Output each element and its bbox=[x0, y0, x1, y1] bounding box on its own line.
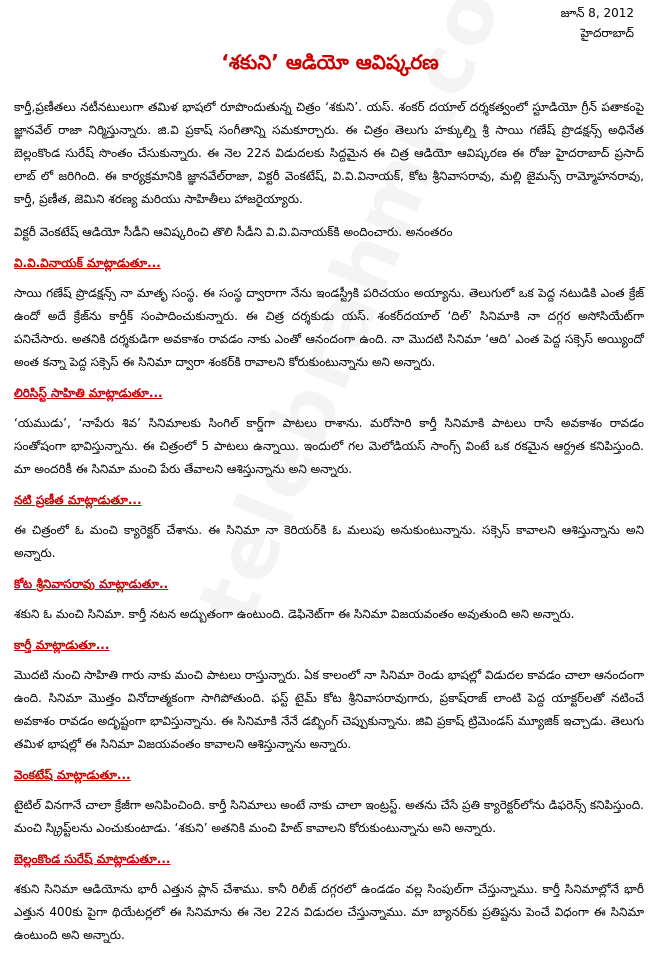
article-date: జూన్ 8, 2012 bbox=[560, 6, 634, 20]
section-text-vinayak: సాయి గణేష్ ప్రొడక్షన్స్ నా మాతృ సంస్థ. ఈ సంస్థ ద్వారాగా నేను ఇండస్ట్రీకి పరిచయం అయ్యాను. తెలుగులో ఒక పెద్ద నటుడికి ఎంత క్రేజ్ ఉందో అదే క్రేజ్‌ను కార్తీక్ సంపాదించుకున్నారు. ఈ చిత్ర దర్శకుడు యస్. శంకర్‌దయాల్ ‘దిల్’ సినిమాకి నా దగ్గర అసోసియేట్‌గా పనిచేసారు. అతనికి దర్శకుడిగా అవకాశం రావడం నాకు ఎంతో ఆనందంగా ఉంది. నా మొదటి సినిమా ‘ఆది’ ఎంత పెద్ద సక్సెస్ అయ్యిందో అంత కన్నా పెద్ద సక్సెస్ ఈ సినిమా ద్వారా శంకర్‌కి రావాలని కోరుకుంటున్నాను అని అన్నారు. bbox=[14, 286, 644, 369]
section-text-sahithi: ‘యముడు’, ‘నాపేరు శివ’ సినిమాలకు సింగిల్ కార్డ్‌గా పాటలు రాశాను. మరోసారి కార్తీ సినిమాకి పాటలు రాసే అవకాశం రావడం సంతోషంగా భావిస్తున్నాను. ఈ చిత్రంలో 5 పాటలు ఉన్నాయి. ఇందులో గల మెలోడియస్ సాంగ్స్ వింటే ఒక రకమైన ఆర్ద్రత కనిపిస్తుంది. మా అందరికీ ఈ సినిమా మంచి పేరు తేవాలని ఆశిస్తున్నాను అని అన్నారు. bbox=[14, 416, 644, 476]
section-text-venkatesh: టైటిల్ వినగానే చాలా క్రేజీగా అనిపించింది. కార్తీ సినిమాలు అంటే నాకు చాలా ఇంట్రస్ట్. అతను చేసే ప్రతి క్యారెక్టర్‌లోను డిఫరెన్స్ కనిపిస్తుంది. మంచి స్క్రిప్ట్‌లను ఎంచుకుంటాడు. ‘శకుని’ అతనికి మంచి హిట్ కావాలని కోరుకుంటున్నాను అని అన్నారు. bbox=[14, 798, 644, 835]
section-text-karthi: మొదటి నుంచి సాహితి గారు నాకు మంచి పాటలు రాస్తున్నారు. ఏక కాలంలో నా సినిమా రెండు భాషల్లో విడుదల కావడం చాలా ఆనందంగా ఉంది. సినిమా మొత్తం వినోదాత్మకంగా సాగిపోతుంది. ఫస్ట్ టైమ్ కోట శ్రీనివాసరావుగారు, ప్రకాష్‌రాజ్ లాంటి పెద్ద యాక్టర్‌లతో నటించే అవకాశం రావడం అదృష్టంగా భావిస్తున్నాను. ఈ సినిమాకి నేనే డబ్బింగ్ చెప్పుకున్నాను. జివి ప్రకాష్ ట్రిమెండస్ మ్యూజిక్ ఇచ్చాడు. తెలుగు తమిళ భాషల్లో ఈ సినిమా విజయవంతం కావాలని ఆశిస్తున్నాను అన్నారు. bbox=[14, 668, 644, 751]
section-heading-vinayak: వి.వి.వినాయక్ మాట్లాడుతూ... bbox=[14, 256, 161, 270]
article-body bbox=[14, 96, 644, 957]
article-title: ‘శకుని’ ఆడియో ఆవిష్కరణ bbox=[221, 50, 439, 74]
section-heading-venkatesh: వెంకటేష్ మాట్లాడుతూ... bbox=[14, 768, 131, 782]
article-city: హైదరాబాద్ bbox=[580, 26, 634, 40]
section-text-kota: శకుని ఓ మంచి సినిమా. కార్తీ నటన అద్బుతంగా ఉంటుంది. డెఫినెట్‌గా ఈ సినిమా విజయవంతం అవుతుంది అని అన్నారు. bbox=[14, 607, 575, 621]
section-heading-bellamkonda: బెల్లంకొండ సురేష్ మాట్లాడుతూ... bbox=[14, 852, 171, 866]
section-heading-karthi: కార్తీ మాట్లాడుతూ... bbox=[14, 638, 110, 652]
section-heading-sahithi: లిరిసిస్ట్ సాహితి మాట్లాడుతూ... bbox=[14, 386, 163, 400]
intro-paragraph-2: విక్టరీ వెంకటేష్ ఆడియో సీడీని ఆవిష్కరించి తొలి సీడీని వి.వి.వినాయక్‌కి అందించారు. అనంతరం bbox=[14, 225, 453, 239]
section-heading-pranitha: నటి ప్రణీత మాట్లాడుతూ... bbox=[14, 493, 142, 507]
section-text-pranitha: ఈ చిత్రంలో ఓ మంచి క్యారెక్టర్ చేశాను. ఈ సినిమా నా కెరియర్‌కి ఓ మలుపు అనుకుంటున్నాను. సక్సెస్ కావాలని ఆశిస్తున్నాను అని అన్నారు. bbox=[14, 523, 644, 560]
intro-paragraph-1: కార్తీ,ప్రణీతలు నటీనటులుగా తమిళ భాషలో రూపొందుతున్న చిత్రం ‘శకుని’. యస్. శంకర్ దయాల్ దర్శకత్వంలో స్టూడియో గ్రీన్ పతాకంపై జ్ఞానవేల్ రాజా నిర్మిస్తున్నారు. జి.వి ప్రకాష్ సంగీతాన్ని సమకూర్చారు. ఈ చిత్రం తెలుగు హక్కుల్ని శ్రీ సాయి గణేష్ ప్రొడక్షన్స్ అధినేత బెల్లంకొండ సురేష్ సొంతం చేసుకున్నారు. ఈ నెల 22న విడుదలకు సిద్దమైన ఈ చిత్ర ఆడియో ఆవిష్కరణ ఈ రోజు హైదరాబాద్ ప్రసాద్ లాబ్ లో జరిగింది. ఈ కార్యక్రమానికి జ్ఞానవేల్‌రాజా, విక్టరీ వెంకటేష్, వి.వి.వినాయక్, కోట శ్రీనివాసరావు, మల్లి జైమన్స్ రామ్మోహనరావు, కార్తీ, ప్రణీత, జెమిని శరణ్య మరియు సాహితీలు హాజరైయ్యారు. bbox=[14, 100, 644, 206]
section-text-bellamkonda: శకుని సినిమా ఆడియోను భారీ ఎత్తున ప్లాన్ చేశాము. కానీ రిలీజ్ దగ్గరలో ఉండడం వల్ల సింపుల్‌గా చేస్తున్నాము. కార్తీ సినిమాల్లోనే భారీ ఎత్తున 400కు పైగా థియేటర్లలో ఈ సినిమాను ఈ నెల 22న విడుదల చేస్తున్నాము. మా బ్యానర్‌కు ప్రతిష్టను పెంచే విధంగా ఈ సినిమా ఉంటుంది అని అన్నారు. bbox=[14, 882, 644, 942]
section-heading-kota: కోట శ్రీనివాసరావు మాట్లాడుతూ.. bbox=[14, 577, 169, 591]
